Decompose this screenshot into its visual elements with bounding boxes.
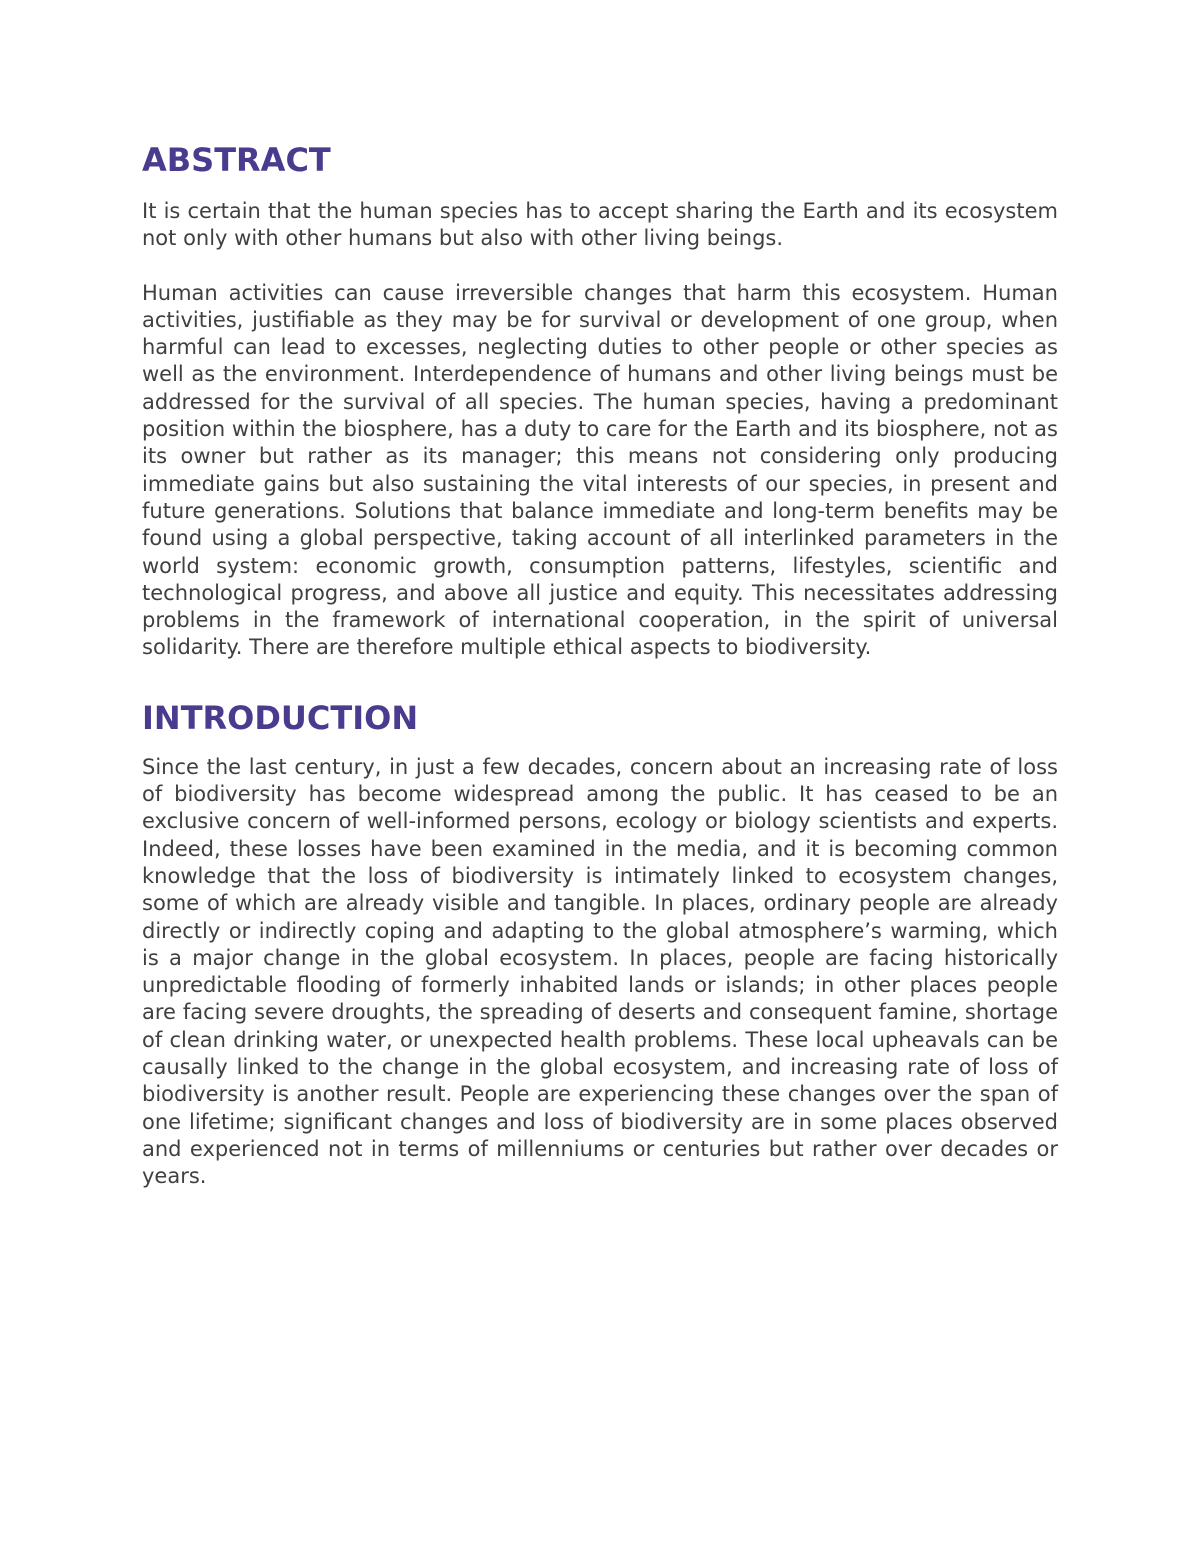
- abstract-heading: ABSTRACT: [142, 141, 331, 179]
- introduction-paragraph-1: Since the last century, in just a few decades, concern about an increasing rate of loss of biodiversity has become widespread among the public. It has ceased to be an exclusive concern of well-informed persons, ecology or biology scientists and experts. Indeed, these losses have been examined in the media, and it is becoming common knowledge that the loss of biodiversity is intimately linked to ecosystem changes, some of which are already visible and tangible. In places, ordinary people are already directly or indirectly coping and adapting to the global atmosphere’s warming, which is a major change in the global ecosystem. In places, people are facing historically unpredictable flooding of formerly inhabited lands or islands; in other places people are facing severe droughts, the spreading of deserts and consequent famine, shortage of clean drinking water, or unexpected health problems. These local upheavals can be causally linked to the change in the global ecosystem, and increasing rate of loss of biodiversity is another result. People are experiencing these changes over the span of one lifetime; significant changes and loss of biodiversity are in some places observed and experienced not in terms of millenniums or centuries but rather over decades or years.: [142, 754, 1058, 1189]
- abstract-paragraph-2: Human activities can cause irreversible changes that harm this ecosystem. Human activities, justifiable as they may be for survival or development of one group, when harmful can lead to excesses, neglecting duties to other people or other species as well as the environment. Interdependence of humans and other living beings must be addressed for the survival of all species. The human species, having a predominant position within the biosphere, has a duty to care for the Earth and its biosphere, not as its owner but rather as its manager; this means not considering only producing immediate gains but also sustaining the vital interests of our species, in present and future generations. Solutions that balance immediate and long-term benefits may be found using a global perspective, taking account of all interlinked parameters in the world system: economic growth, consumption patterns, lifestyles, scientific and technological progress, and above all justice and equity. This necessitates addressing problems in the framework of international cooperation, in the spirit of universal solidarity. There are therefore multiple ethical aspects to biodiversity.: [142, 280, 1058, 660]
- introduction-heading: INTRODUCTION: [142, 698, 419, 737]
- document-page: [142, 140, 1058, 1191]
- abstract-paragraph-1: It is certain that the human species has to accept sharing the Earth and its ecosystem not only with other humans but also with other living beings.: [142, 199, 1058, 251]
